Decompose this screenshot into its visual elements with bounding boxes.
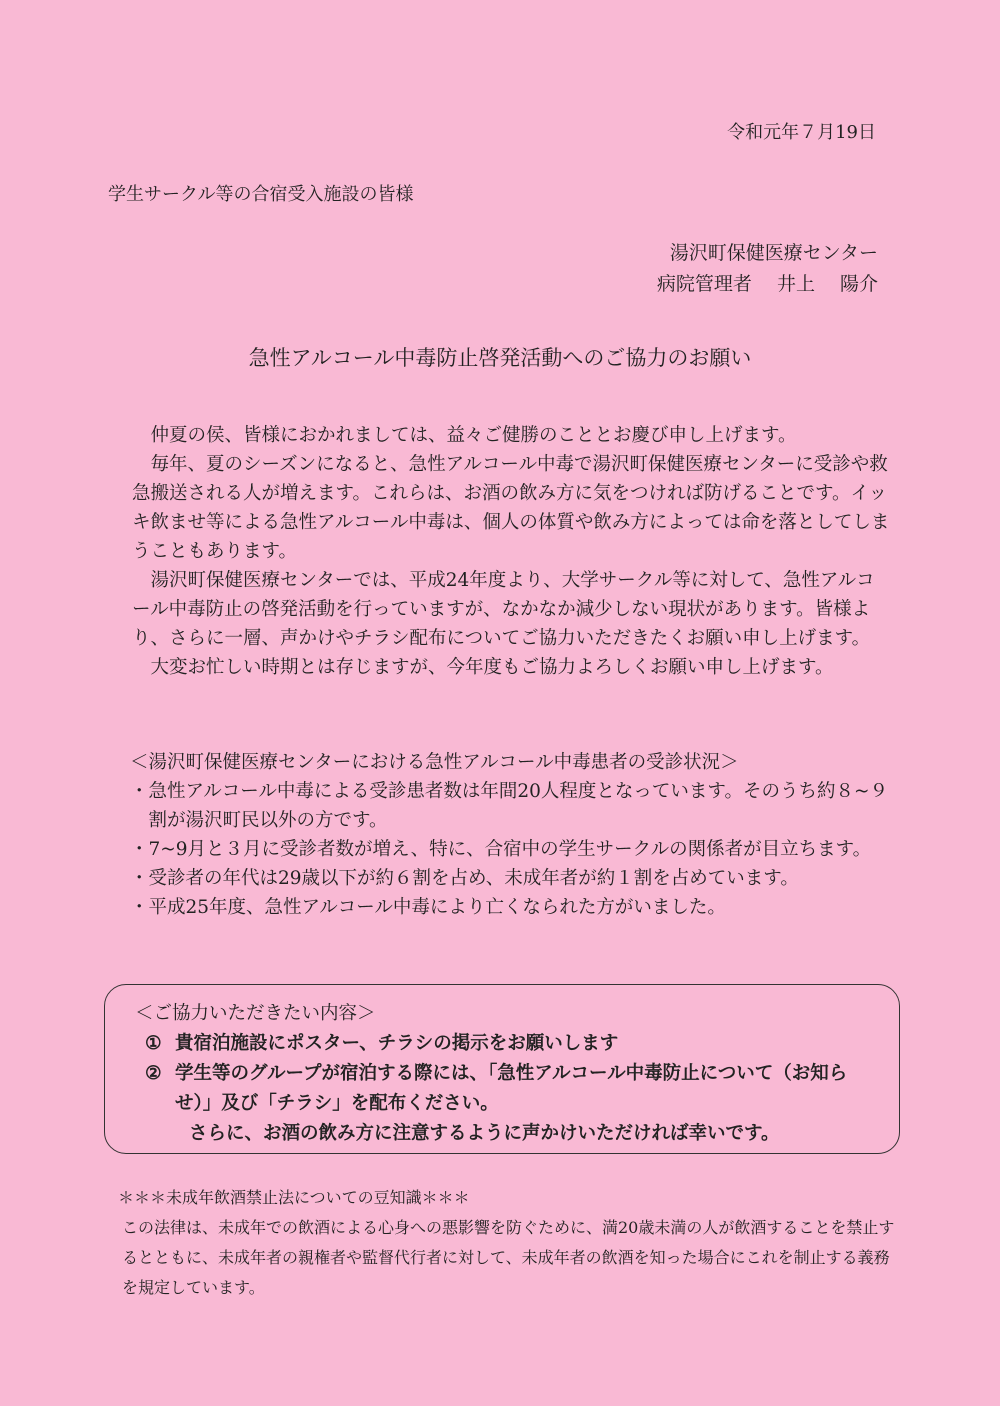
trivia-section bbox=[118, 1183, 898, 1303]
sender-block bbox=[657, 238, 878, 300]
status-heading: ＜湯沢町保健医療センターにおける急性アルコール中毒患者の受診状況＞ bbox=[130, 752, 739, 773]
request-item-number: ② bbox=[145, 1063, 162, 1084]
status-list bbox=[130, 777, 900, 922]
document-title: 急性アルコール中毒防止啓発活動へのご協力のお願い bbox=[248, 346, 752, 370]
request-box bbox=[104, 984, 900, 1154]
sender-person: 病院管理者 井上 陽介 bbox=[656, 273, 878, 295]
sender-organization: 湯沢町保健医療センター bbox=[669, 242, 878, 264]
body-paragraph: 大変お忙しい時期とは存じますが、今年度もご協力よろしくお願い申し上げます。 bbox=[150, 657, 834, 678]
status-item: ・受診者の年代は29歳以下が約６割を占め、未成年者が約１割を占めています。 bbox=[130, 868, 799, 889]
request-item bbox=[131, 1059, 879, 1119]
trivia-text: この法律は、未成年での飲酒による心身への悪影響を防ぐために、満20歳未満の人が飲酒することを禁止するとともに、未成年者の親権者や監督代行者に対して、未成年者の飲酒を知った場合にこれを制止する義務を規定しています。 bbox=[122, 1218, 895, 1297]
body-text bbox=[132, 421, 892, 682]
body-paragraph: 仲夏の侯、皆様におかれましては、益々ご健勝のこととお慶び申し上げます。 bbox=[150, 425, 797, 446]
body-paragraph: 毎年、夏のシーズンになると、急性アルコール中毒で湯沢町保健医療センターに受診や救急搬送される人が増えます。これらは、お酒の飲み方に気をつければ防げることです。イッキ飲ませ等による急性アルコール中毒は、個人の体質や飲み方によっては命を落としてしまうこともあります。 bbox=[132, 454, 890, 562]
request-item-number: ① bbox=[145, 1033, 162, 1054]
document-date: 令和元年７月19日 bbox=[727, 122, 876, 143]
status-section bbox=[130, 748, 900, 922]
request-item-text: 貴宿泊施設にポスター、チラシの掲示をお願いします bbox=[175, 1033, 619, 1054]
body-paragraph: 湯沢町保健医療センターでは、平成24年度より、大学サークル等に対して、急性アルコール中毒防止の啓発活動を行っていますが、なかなか減少しない現状があります。皆様より、さらに一層、声かけやチラシ配布についてご協力いただきたくお願い申し上げます。 bbox=[132, 570, 875, 649]
status-item: ・平成25年度、急性アルコール中毒により亡くなられた方がいました。 bbox=[130, 897, 726, 918]
request-item bbox=[131, 1029, 879, 1059]
trivia-heading: ＊＊＊未成年飲酒禁止法についての豆知識＊＊＊ bbox=[118, 1188, 470, 1207]
request-continuation: さらに、お酒の飲み方に注意するように声かけいただければ幸いです。 bbox=[189, 1123, 780, 1144]
request-heading: ＜ご協力いただきたい内容＞ bbox=[135, 1003, 376, 1024]
status-item: ・急性アルコール中毒による受診患者数は年間20人程度となっています。そのうち約８~９割が湯沢町民以外の方です。 bbox=[130, 781, 888, 831]
status-item: ・7~9月と３月に受診者数が増え、特に、合宿中の学生サークルの関係者が目立ちます。 bbox=[130, 839, 872, 860]
recipient-line: 学生サークル等の合宿受入施設の皆様 bbox=[108, 184, 414, 205]
request-item-text: 学生等のグループが宿泊する際には、「急性アルコール中毒防止について（お知らせ）」及び「チラシ」を配布ください。 bbox=[175, 1063, 848, 1114]
